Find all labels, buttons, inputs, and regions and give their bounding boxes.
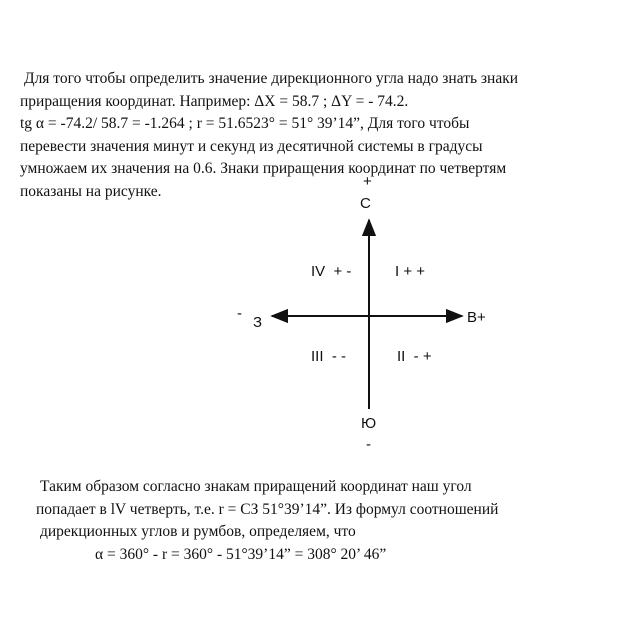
south-label: Ю	[361, 415, 377, 432]
south-sign: -	[366, 436, 371, 453]
west-sign: -	[237, 305, 242, 322]
quadrant-i-label: I + +	[395, 263, 426, 280]
intro-line: показаны на рисунке.	[20, 182, 162, 200]
quadrant-ii-label: II - +	[397, 348, 432, 365]
north-label: С	[360, 195, 371, 212]
quadrant-iv-label: IV + -	[311, 263, 352, 280]
intro-line: tg α = -74.2/ 58.7 = -1.264 ; r = 51.6523° = 51° 39’14”, Для того чтобы	[20, 115, 470, 132]
west-label: З	[253, 314, 263, 331]
north-sign: +	[363, 173, 372, 190]
conclusion-line: попадает в lV четверть, т.е. r = СЗ 51°39’14”. Из формул соотношений	[36, 500, 499, 518]
intro-line: приращения координат. Например: ΔX = 58.7 ; ΔY = - 74.2.	[20, 92, 409, 110]
formula-line: α = 360° - r = 360° - 51°39’14” = 308° 20’ 46”	[95, 545, 387, 563]
intro-line: умножаем их значения на 0.6. Знаки приращения координат по четвертям	[20, 160, 507, 177]
east-label: В+	[467, 309, 486, 326]
intro-line: перевести значения минут и секунд из десятичной системы в градусы	[20, 137, 483, 155]
conclusion-line: дирекционных углов и румбов, определяем, что	[40, 523, 356, 540]
conclusion-paragraph	[0, 476, 624, 566]
quadrant-iii-label: III - -	[311, 348, 346, 365]
intro-line: Для того чтобы определить значение дирекционного угла надо знать знаки	[24, 70, 519, 87]
conclusion-line: Таким образом согласно знакам приращений координат наш угол	[40, 478, 472, 495]
